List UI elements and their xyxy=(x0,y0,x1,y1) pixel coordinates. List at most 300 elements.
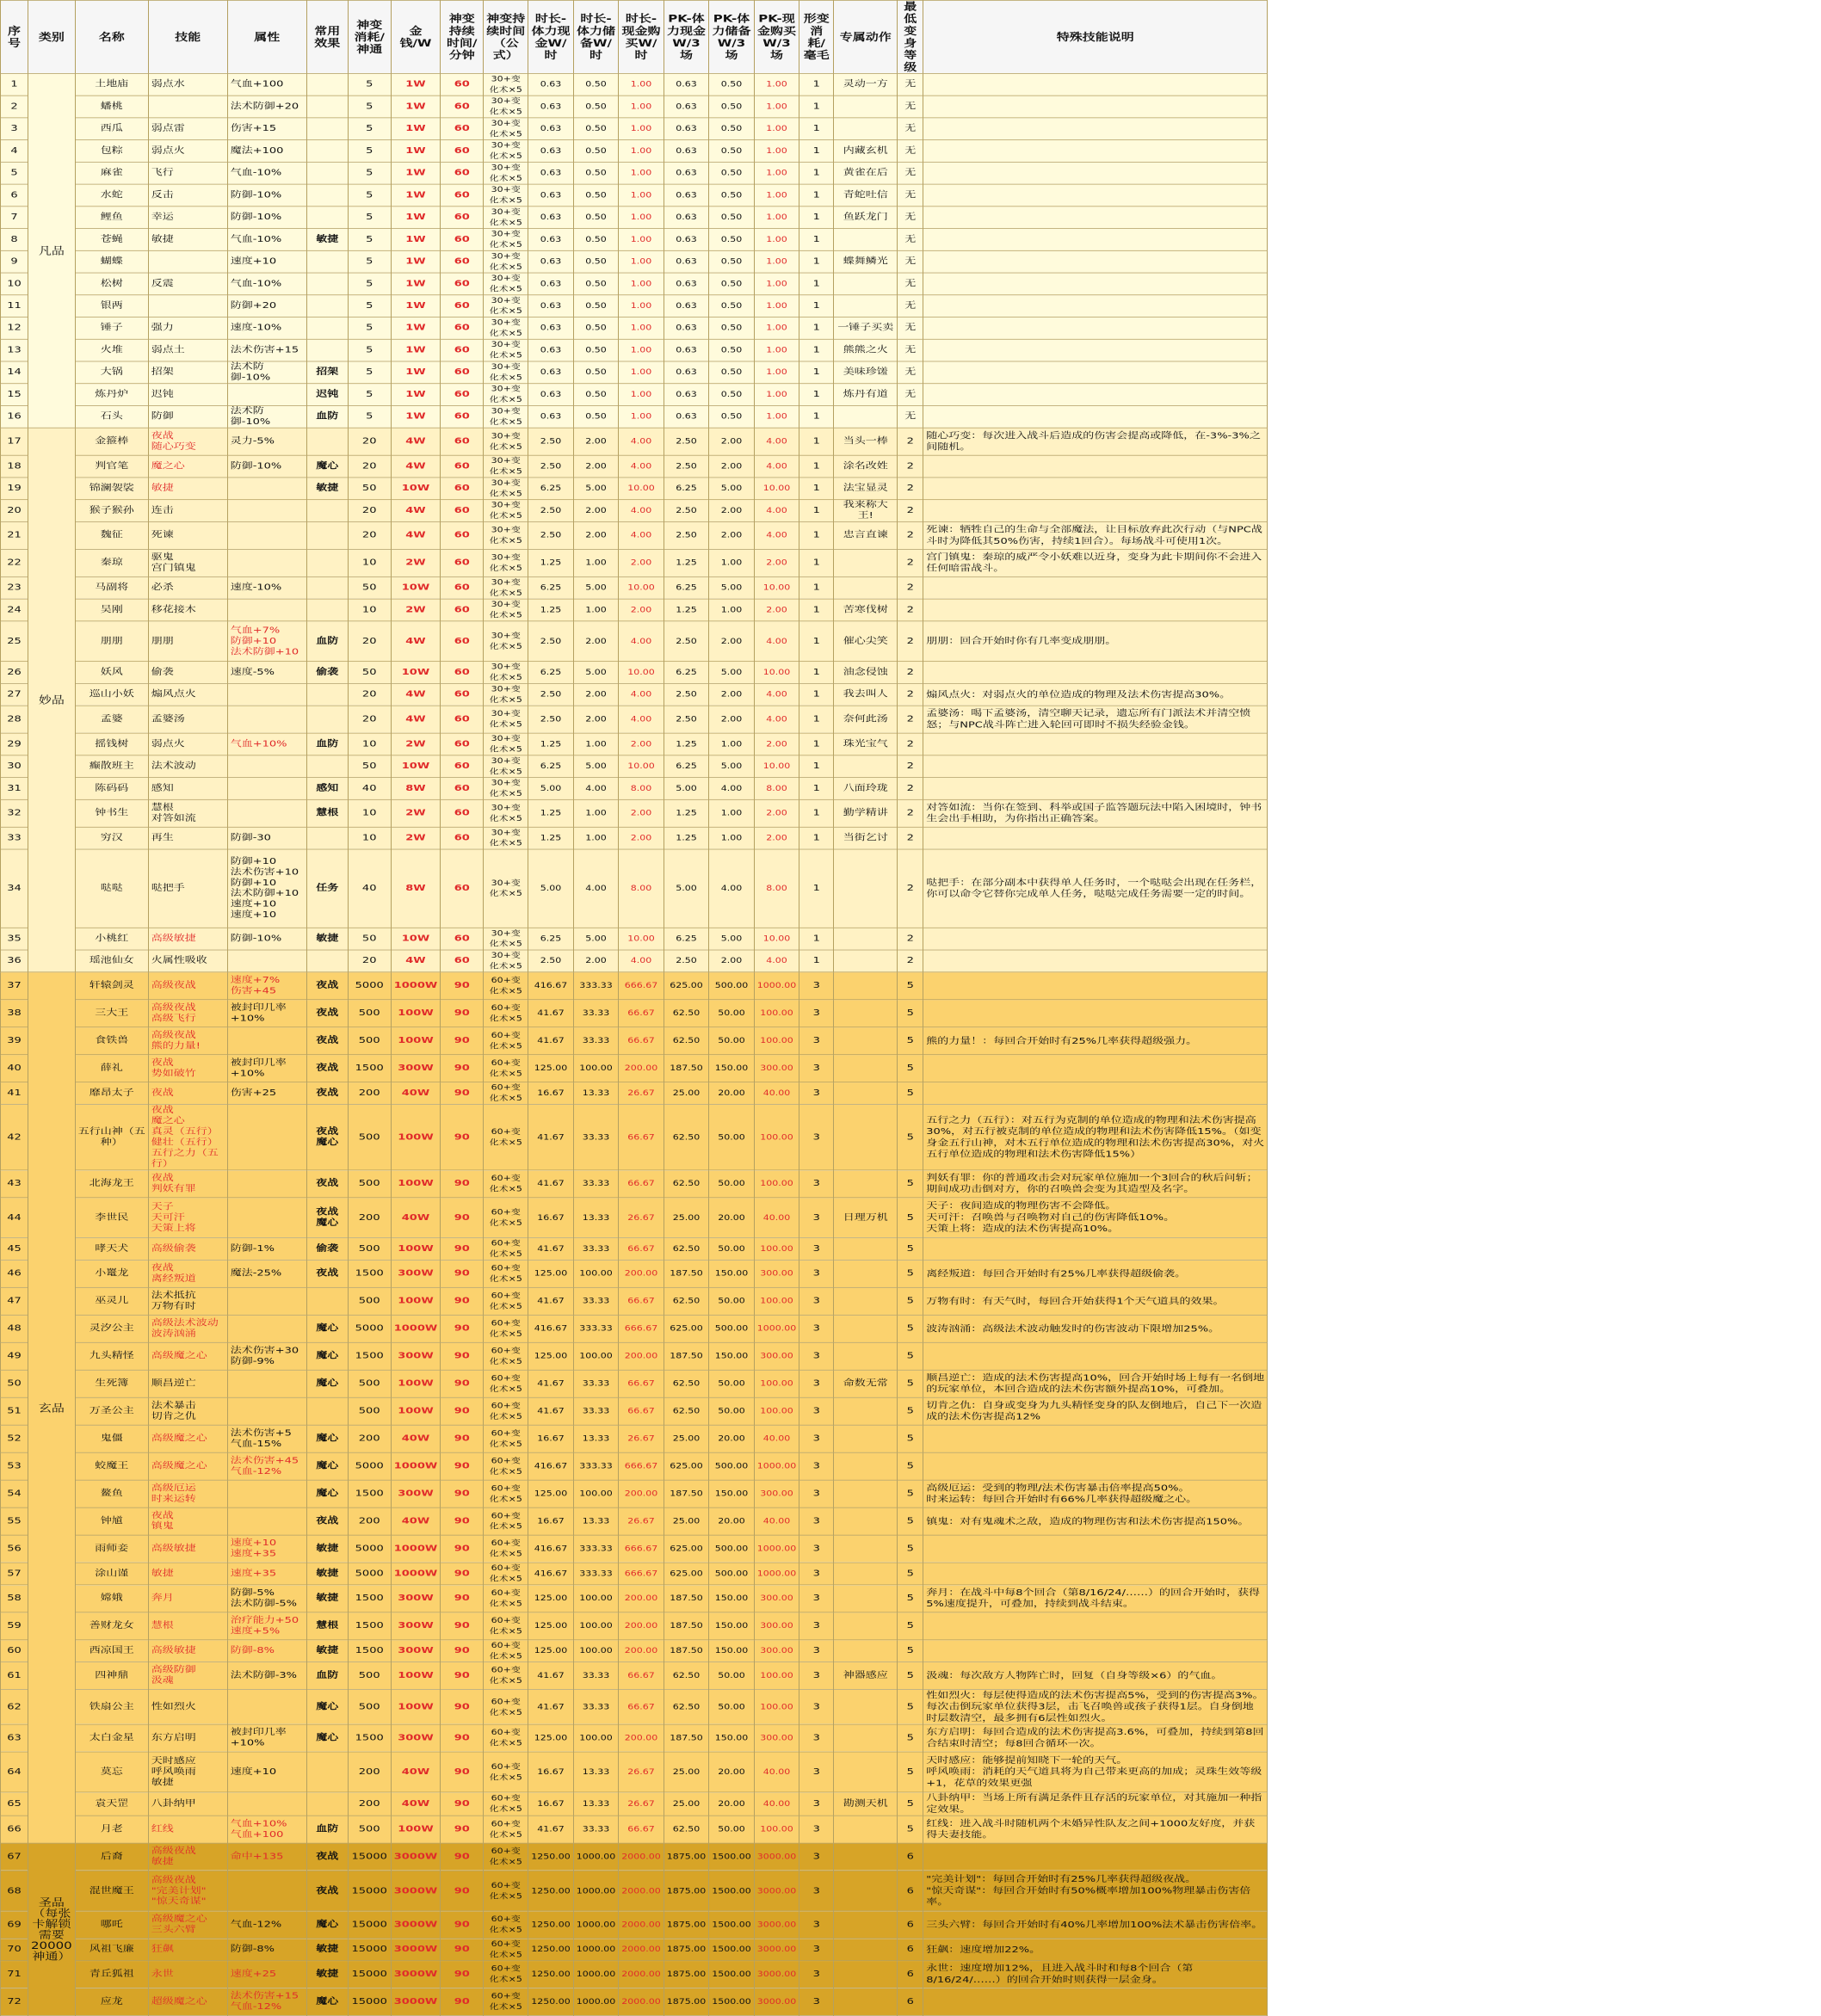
pk-cash-buy-cell[interactable]: 1.00 xyxy=(754,184,799,207)
name-cell[interactable]: 摇钱树 xyxy=(75,733,148,755)
pk-cash-buy-cell[interactable]: 1000.00 xyxy=(754,1452,799,1480)
pk-energy-reserve-cell[interactable]: 0.50 xyxy=(709,162,755,184)
table-row[interactable] xyxy=(1,1238,1268,1261)
min-level-cell[interactable]: 5 xyxy=(898,1000,923,1027)
pk-cash-buy-cell[interactable]: 1.00 xyxy=(754,229,799,251)
exclusive-action-cell[interactable] xyxy=(834,1260,898,1287)
duration-formula-cell[interactable]: 60+变化术×5 xyxy=(484,1452,528,1480)
special-skill-desc-cell[interactable] xyxy=(923,755,1268,778)
duration-cell[interactable]: 60 xyxy=(441,384,484,406)
pk-cash-buy-cell[interactable]: 4.00 xyxy=(754,428,799,455)
exclusive-action-cell[interactable]: 日理万机 xyxy=(834,1198,898,1238)
duration-cell[interactable]: 90 xyxy=(441,1662,484,1690)
table-row[interactable] xyxy=(1,295,1268,318)
divine-cost-cell[interactable]: 500 xyxy=(348,1370,391,1397)
common-effect-cell[interactable]: 血防 xyxy=(306,621,348,662)
time-energy-cash-cell[interactable]: 0.63 xyxy=(528,273,574,295)
divine-cost-cell[interactable]: 1500 xyxy=(348,1480,391,1507)
common-effect-cell[interactable] xyxy=(306,521,348,549)
duration-cell[interactable]: 90 xyxy=(441,1370,484,1397)
pk-energy-cash-cell[interactable]: 1875.00 xyxy=(664,1939,709,1961)
duration-formula-cell[interactable]: 30+变化术×5 xyxy=(484,140,528,163)
row-index-cell[interactable]: 23 xyxy=(1,576,28,599)
name-cell[interactable]: 食铁兽 xyxy=(75,1027,148,1055)
pk-cash-buy-cell[interactable]: 1.00 xyxy=(754,339,799,361)
min-level-cell[interactable]: 5 xyxy=(898,1507,923,1535)
time-energy-cash-cell[interactable]: 1.25 xyxy=(528,549,574,576)
time-cash-buy-cell[interactable]: 666.67 xyxy=(619,972,664,1000)
time-energy-reserve-cell[interactable]: 0.50 xyxy=(573,118,619,140)
exclusive-action-cell[interactable] xyxy=(834,1585,898,1612)
duration-cell[interactable]: 90 xyxy=(441,1480,484,1507)
divine-cost-cell[interactable]: 1500 xyxy=(348,1342,391,1370)
duration-formula-cell[interactable]: 30+变化术×5 xyxy=(484,950,528,972)
row-index-cell[interactable]: 67 xyxy=(1,1843,28,1871)
pk-cash-buy-cell[interactable]: 4.00 xyxy=(754,500,799,522)
duration-cell[interactable]: 90 xyxy=(441,1871,484,1911)
time-cash-buy-cell[interactable]: 4.00 xyxy=(619,706,664,733)
pk-energy-reserve-cell[interactable]: 2.00 xyxy=(709,521,755,549)
special-skill-desc-cell[interactable] xyxy=(923,339,1268,361)
skill-cell[interactable]: 敏捷 xyxy=(148,1563,227,1585)
table-row[interactable] xyxy=(1,1055,1268,1082)
min-level-cell[interactable]: 2 xyxy=(898,778,923,800)
duration-cell[interactable]: 90 xyxy=(441,1198,484,1238)
time-cash-buy-cell[interactable]: 200.00 xyxy=(619,1640,664,1662)
time-energy-cash-cell[interactable]: 0.63 xyxy=(528,140,574,163)
name-cell[interactable]: 妖风 xyxy=(75,662,148,684)
table-row[interactable] xyxy=(1,1724,1268,1752)
exclusive-action-cell[interactable] xyxy=(834,1988,898,2016)
name-cell[interactable]: 孟婆 xyxy=(75,706,148,733)
hair-cost-cell[interactable]: 3 xyxy=(799,1690,834,1725)
divine-cost-cell[interactable]: 5 xyxy=(348,207,391,229)
special-skill-desc-cell[interactable] xyxy=(923,73,1268,96)
row-index-cell[interactable]: 35 xyxy=(1,928,28,950)
time-energy-reserve-cell[interactable]: 100.00 xyxy=(573,1342,619,1370)
time-energy-cash-cell[interactable]: 0.63 xyxy=(528,361,574,384)
money-cell[interactable]: 3000W xyxy=(391,1939,441,1961)
name-cell[interactable]: 太白金星 xyxy=(75,1724,148,1752)
exclusive-action-cell[interactable] xyxy=(834,1690,898,1725)
time-energy-reserve-cell[interactable]: 2.00 xyxy=(573,521,619,549)
pk-energy-cash-cell[interactable]: 1875.00 xyxy=(664,1871,709,1911)
table-row[interactable] xyxy=(1,1452,1268,1480)
pk-cash-buy-cell[interactable]: 2.00 xyxy=(754,599,799,621)
pk-energy-cash-cell[interactable]: 0.63 xyxy=(664,73,709,96)
duration-formula-cell[interactable]: 60+变化术×5 xyxy=(484,1238,528,1261)
time-energy-cash-cell[interactable]: 41.67 xyxy=(528,1397,574,1425)
hair-cost-cell[interactable]: 3 xyxy=(799,972,834,1000)
min-level-cell[interactable]: 无 xyxy=(898,250,923,273)
pk-cash-buy-cell[interactable]: 300.00 xyxy=(754,1724,799,1752)
name-cell[interactable]: 火堆 xyxy=(75,339,148,361)
special-skill-desc-cell[interactable] xyxy=(923,1563,1268,1585)
table-row[interactable] xyxy=(1,1480,1268,1507)
hair-cost-cell[interactable]: 3 xyxy=(799,1342,834,1370)
common-effect-cell[interactable]: 敏捷 xyxy=(306,1535,348,1563)
pk-cash-buy-cell[interactable]: 100.00 xyxy=(754,1238,799,1261)
duration-cell[interactable]: 60 xyxy=(441,576,484,599)
name-cell[interactable]: 猴子猴孙 xyxy=(75,500,148,522)
money-cell[interactable]: 1W xyxy=(391,250,441,273)
special-skill-desc-cell[interactable]: 宫门镇鬼：秦琼的威严令小妖难以近身，变身为此卡期间你不会进入任何暗雷战斗。 xyxy=(923,549,1268,576)
skill-cell[interactable]: 高级厄运 时来运转 xyxy=(148,1480,227,1507)
pk-energy-cash-cell[interactable]: 0.63 xyxy=(664,118,709,140)
hair-cost-cell[interactable]: 3 xyxy=(799,1480,834,1507)
duration-cell[interactable]: 60 xyxy=(441,428,484,455)
attribute-cell[interactable] xyxy=(227,1287,306,1315)
hair-cost-cell[interactable]: 1 xyxy=(799,339,834,361)
special-skill-desc-cell[interactable]: 切肯之仇：自身或变身为九头精怪变身的队友倒地后，自己下一次造成的法术伤害提高12% xyxy=(923,1397,1268,1425)
duration-formula-cell[interactable]: 30+变化术×5 xyxy=(484,384,528,406)
time-cash-buy-cell[interactable]: 66.67 xyxy=(619,1662,664,1690)
exclusive-action-cell[interactable]: 灵动一方 xyxy=(834,73,898,96)
divine-cost-cell[interactable]: 15000 xyxy=(348,1988,391,2016)
pk-cash-buy-cell[interactable]: 100.00 xyxy=(754,1170,799,1198)
common-effect-cell[interactable]: 偷袭 xyxy=(306,1238,348,1261)
special-skill-desc-cell[interactable]: 熊的力量！：每回合开始时有25%几率获得超级强力。 xyxy=(923,1027,1268,1055)
table-row[interactable] xyxy=(1,1585,1268,1612)
pk-cash-buy-cell[interactable]: 3000.00 xyxy=(754,1961,799,1988)
exclusive-action-cell[interactable]: 法宝显灵 xyxy=(834,478,898,500)
time-cash-buy-cell[interactable]: 66.67 xyxy=(619,1690,664,1725)
row-index-cell[interactable]: 8 xyxy=(1,229,28,251)
divine-cost-cell[interactable]: 50 xyxy=(348,755,391,778)
time-energy-reserve-cell[interactable]: 2.00 xyxy=(573,706,619,733)
pk-energy-reserve-cell[interactable]: 150.00 xyxy=(709,1480,755,1507)
pk-cash-buy-cell[interactable]: 1.00 xyxy=(754,207,799,229)
common-effect-cell[interactable] xyxy=(306,1792,348,1816)
name-cell[interactable]: 炼丹炉 xyxy=(75,384,148,406)
skill-cell[interactable]: 迟钝 xyxy=(148,384,227,406)
exclusive-action-cell[interactable]: 我去叫人 xyxy=(834,683,898,706)
time-cash-buy-cell[interactable]: 10.00 xyxy=(619,755,664,778)
hair-cost-cell[interactable]: 3 xyxy=(799,1843,834,1871)
table-row[interactable] xyxy=(1,229,1268,251)
pk-cash-buy-cell[interactable]: 1.00 xyxy=(754,361,799,384)
skill-cell[interactable]: 弱点水 xyxy=(148,73,227,96)
time-energy-cash-cell[interactable]: 41.67 xyxy=(528,1238,574,1261)
money-cell[interactable]: 4W xyxy=(391,428,441,455)
duration-cell[interactable]: 60 xyxy=(441,118,484,140)
time-energy-cash-cell[interactable]: 16.67 xyxy=(528,1198,574,1238)
table-row[interactable] xyxy=(1,455,1268,478)
time-energy-reserve-cell[interactable]: 33.33 xyxy=(573,1027,619,1055)
duration-formula-cell[interactable]: 60+变化术×5 xyxy=(484,972,528,1000)
pk-energy-reserve-cell[interactable]: 0.50 xyxy=(709,295,755,318)
pk-cash-buy-cell[interactable]: 40.00 xyxy=(754,1752,799,1792)
table-row[interactable] xyxy=(1,1082,1268,1105)
duration-cell[interactable]: 90 xyxy=(441,1260,484,1287)
time-cash-buy-cell[interactable]: 66.67 xyxy=(619,1170,664,1198)
money-cell[interactable]: 300W xyxy=(391,1480,441,1507)
divine-cost-cell[interactable]: 200 xyxy=(348,1425,391,1452)
divine-cost-cell[interactable]: 50 xyxy=(348,576,391,599)
pk-energy-reserve-cell[interactable]: 2.00 xyxy=(709,683,755,706)
special-skill-desc-cell[interactable] xyxy=(923,405,1268,428)
divine-cost-cell[interactable]: 40 xyxy=(348,849,391,928)
time-energy-reserve-cell[interactable]: 0.50 xyxy=(573,184,619,207)
time-cash-buy-cell[interactable]: 1.00 xyxy=(619,140,664,163)
common-effect-cell[interactable] xyxy=(306,162,348,184)
time-cash-buy-cell[interactable]: 200.00 xyxy=(619,1724,664,1752)
duration-cell[interactable]: 60 xyxy=(441,295,484,318)
money-cell[interactable]: 1W xyxy=(391,162,441,184)
pk-energy-cash-cell[interactable]: 2.50 xyxy=(664,521,709,549)
time-cash-buy-cell[interactable]: 26.67 xyxy=(619,1198,664,1238)
divine-cost-cell[interactable]: 10 xyxy=(348,733,391,755)
name-cell[interactable]: 轩辕剑灵 xyxy=(75,972,148,1000)
duration-cell[interactable]: 90 xyxy=(441,1000,484,1027)
special-skill-desc-cell[interactable] xyxy=(923,827,1268,849)
pk-energy-reserve-cell[interactable]: 0.50 xyxy=(709,361,755,384)
pk-energy-reserve-cell[interactable]: 1500.00 xyxy=(709,1988,755,2016)
exclusive-action-cell[interactable] xyxy=(834,295,898,318)
divine-cost-cell[interactable]: 200 xyxy=(348,1792,391,1816)
pk-cash-buy-cell[interactable]: 1000.00 xyxy=(754,1535,799,1563)
pk-cash-buy-cell[interactable]: 1.00 xyxy=(754,140,799,163)
pk-energy-cash-cell[interactable]: 187.50 xyxy=(664,1724,709,1752)
exclusive-action-cell[interactable]: 当头一棒 xyxy=(834,428,898,455)
min-level-cell[interactable]: 5 xyxy=(898,1612,923,1640)
attribute-cell[interactable]: 速度+7% 伤害+45 xyxy=(227,972,306,1000)
attribute-cell[interactable]: 魔法-25% xyxy=(227,1260,306,1287)
time-cash-buy-cell[interactable]: 10.00 xyxy=(619,576,664,599)
duration-formula-cell[interactable]: 60+变化术×5 xyxy=(484,1792,528,1816)
special-skill-desc-cell[interactable] xyxy=(923,1640,1268,1662)
common-effect-cell[interactable]: 迟钝 xyxy=(306,384,348,406)
time-energy-reserve-cell[interactable]: 100.00 xyxy=(573,1640,619,1662)
time-energy-cash-cell[interactable]: 16.67 xyxy=(528,1082,574,1105)
name-cell[interactable]: 鬼僵 xyxy=(75,1425,148,1452)
duration-cell[interactable]: 60 xyxy=(441,339,484,361)
column-header[interactable]: 名称 xyxy=(75,0,148,73)
duration-formula-cell[interactable]: 30+变化术×5 xyxy=(484,207,528,229)
hair-cost-cell[interactable]: 1 xyxy=(799,273,834,295)
skill-cell[interactable]: 慧根 xyxy=(148,1612,227,1640)
pk-cash-buy-cell[interactable]: 1.00 xyxy=(754,96,799,118)
hair-cost-cell[interactable]: 1 xyxy=(799,118,834,140)
duration-formula-cell[interactable]: 60+变化术×5 xyxy=(484,1260,528,1287)
column-header[interactable]: 专属动作 xyxy=(834,0,898,73)
special-skill-desc-cell[interactable] xyxy=(923,1342,1268,1370)
hair-cost-cell[interactable]: 3 xyxy=(799,1724,834,1752)
common-effect-cell[interactable] xyxy=(306,950,348,972)
time-cash-buy-cell[interactable]: 1.00 xyxy=(619,73,664,96)
time-cash-buy-cell[interactable]: 1.00 xyxy=(619,118,664,140)
duration-cell[interactable]: 60 xyxy=(441,549,484,576)
exclusive-action-cell[interactable] xyxy=(834,849,898,928)
row-index-cell[interactable]: 2 xyxy=(1,96,28,118)
table-row[interactable] xyxy=(1,576,1268,599)
divine-cost-cell[interactable]: 200 xyxy=(348,1752,391,1792)
time-cash-buy-cell[interactable]: 66.67 xyxy=(619,1000,664,1027)
hair-cost-cell[interactable]: 3 xyxy=(799,1055,834,1082)
pk-energy-reserve-cell[interactable]: 1500.00 xyxy=(709,1843,755,1871)
pk-energy-cash-cell[interactable]: 5.00 xyxy=(664,778,709,800)
money-cell[interactable]: 10W xyxy=(391,928,441,950)
pk-energy-cash-cell[interactable]: 6.25 xyxy=(664,755,709,778)
money-cell[interactable]: 2W xyxy=(391,549,441,576)
skill-cell[interactable]: 幸运 xyxy=(148,207,227,229)
attribute-cell[interactable]: 法术伤害+15 气血-12% xyxy=(227,1988,306,2016)
time-energy-reserve-cell[interactable]: 0.50 xyxy=(573,339,619,361)
duration-formula-cell[interactable]: 30+变化术×5 xyxy=(484,928,528,950)
duration-formula-cell[interactable]: 60+变化术×5 xyxy=(484,1563,528,1585)
time-energy-reserve-cell[interactable]: 33.33 xyxy=(573,1238,619,1261)
duration-formula-cell[interactable]: 60+变化术×5 xyxy=(484,1988,528,2016)
time-energy-reserve-cell[interactable]: 33.33 xyxy=(573,1816,619,1843)
skill-cell[interactable]: 弱点火 xyxy=(148,733,227,755)
time-energy-reserve-cell[interactable]: 100.00 xyxy=(573,1612,619,1640)
name-cell[interactable]: 北海龙王 xyxy=(75,1170,148,1198)
duration-cell[interactable]: 60 xyxy=(441,140,484,163)
pk-energy-cash-cell[interactable]: 1875.00 xyxy=(664,1911,709,1939)
time-cash-buy-cell[interactable]: 666.67 xyxy=(619,1452,664,1480)
common-effect-cell[interactable] xyxy=(306,1287,348,1315)
table-row[interactable] xyxy=(1,1260,1268,1287)
hair-cost-cell[interactable]: 1 xyxy=(799,778,834,800)
name-cell[interactable]: 蝴蝶 xyxy=(75,250,148,273)
skill-cell[interactable]: 再生 xyxy=(148,827,227,849)
table-row[interactable] xyxy=(1,1612,1268,1640)
time-cash-buy-cell[interactable]: 200.00 xyxy=(619,1055,664,1082)
pk-energy-reserve-cell[interactable]: 150.00 xyxy=(709,1585,755,1612)
pk-cash-buy-cell[interactable]: 10.00 xyxy=(754,662,799,684)
attribute-cell[interactable] xyxy=(227,1397,306,1425)
common-effect-cell[interactable] xyxy=(306,73,348,96)
min-level-cell[interactable]: 无 xyxy=(898,295,923,318)
divine-cost-cell[interactable]: 1500 xyxy=(348,1612,391,1640)
attribute-cell[interactable]: 气血+7% 防御+10 法术防御+10 xyxy=(227,621,306,662)
row-index-cell[interactable]: 51 xyxy=(1,1397,28,1425)
time-energy-reserve-cell[interactable]: 0.50 xyxy=(573,140,619,163)
exclusive-action-cell[interactable]: 勤学精讲 xyxy=(834,799,898,827)
row-index-cell[interactable]: 19 xyxy=(1,478,28,500)
common-effect-cell[interactable] xyxy=(306,96,348,118)
table-row[interactable] xyxy=(1,1871,1268,1911)
duration-formula-cell[interactable]: 60+变化术×5 xyxy=(484,1843,528,1871)
time-cash-buy-cell[interactable]: 666.67 xyxy=(619,1563,664,1585)
money-cell[interactable]: 40W xyxy=(391,1752,441,1792)
duration-cell[interactable]: 90 xyxy=(441,1585,484,1612)
common-effect-cell[interactable]: 魔心 xyxy=(306,455,348,478)
common-effect-cell[interactable]: 夜战 xyxy=(306,972,348,1000)
exclusive-action-cell[interactable] xyxy=(834,755,898,778)
money-cell[interactable]: 10W xyxy=(391,576,441,599)
duration-cell[interactable]: 60 xyxy=(441,662,484,684)
money-cell[interactable]: 100W xyxy=(391,1370,441,1397)
time-energy-reserve-cell[interactable]: 1000.00 xyxy=(573,1871,619,1911)
attribute-cell[interactable]: 速度+35 xyxy=(227,1563,306,1585)
min-level-cell[interactable]: 5 xyxy=(898,1315,923,1342)
row-index-cell[interactable]: 4 xyxy=(1,140,28,163)
skill-cell[interactable]: 性如烈火 xyxy=(148,1690,227,1725)
divine-cost-cell[interactable]: 10 xyxy=(348,599,391,621)
money-cell[interactable]: 1W xyxy=(391,361,441,384)
duration-cell[interactable]: 90 xyxy=(441,1752,484,1792)
skill-cell[interactable]: 夜战 离经叛道 xyxy=(148,1260,227,1287)
table-row[interactable] xyxy=(1,928,1268,950)
min-level-cell[interactable]: 5 xyxy=(898,1055,923,1082)
special-skill-desc-cell[interactable]: 随心巧变：每次进入战斗后造成的伤害会提高或降低，在-3%-3%之间随机。 xyxy=(923,428,1268,455)
time-cash-buy-cell[interactable]: 2.00 xyxy=(619,733,664,755)
pk-energy-cash-cell[interactable]: 187.50 xyxy=(664,1480,709,1507)
time-energy-reserve-cell[interactable]: 33.33 xyxy=(573,1370,619,1397)
special-skill-desc-cell[interactable] xyxy=(923,1988,1268,2016)
skill-cell[interactable]: 夜战 势如破竹 xyxy=(148,1055,227,1082)
name-cell[interactable]: 锤子 xyxy=(75,318,148,340)
time-energy-cash-cell[interactable]: 1250.00 xyxy=(528,1988,574,2016)
divine-cost-cell[interactable]: 5000 xyxy=(348,972,391,1000)
name-cell[interactable]: 西凉国王 xyxy=(75,1640,148,1662)
money-cell[interactable]: 4W xyxy=(391,621,441,662)
attribute-cell[interactable]: 法术伤害+45 气血-12% xyxy=(227,1452,306,1480)
special-skill-desc-cell[interactable] xyxy=(923,118,1268,140)
duration-formula-cell[interactable]: 30+变化术×5 xyxy=(484,500,528,522)
duration-cell[interactable]: 60 xyxy=(441,455,484,478)
time-cash-buy-cell[interactable]: 1.00 xyxy=(619,339,664,361)
common-effect-cell[interactable] xyxy=(306,207,348,229)
divine-cost-cell[interactable]: 500 xyxy=(348,1104,391,1169)
table-row[interactable] xyxy=(1,549,1268,576)
divine-cost-cell[interactable]: 500 xyxy=(348,1027,391,1055)
table-row[interactable] xyxy=(1,162,1268,184)
row-index-cell[interactable]: 5 xyxy=(1,162,28,184)
common-effect-cell[interactable]: 慧根 xyxy=(306,1612,348,1640)
name-cell[interactable]: 锦澜袈裟 xyxy=(75,478,148,500)
attribute-cell[interactable]: 速度+10 xyxy=(227,1752,306,1792)
common-effect-cell[interactable] xyxy=(306,683,348,706)
time-cash-buy-cell[interactable]: 26.67 xyxy=(619,1425,664,1452)
table-row[interactable] xyxy=(1,950,1268,972)
pk-cash-buy-cell[interactable]: 1.00 xyxy=(754,318,799,340)
pk-energy-reserve-cell[interactable]: 5.00 xyxy=(709,478,755,500)
min-level-cell[interactable]: 5 xyxy=(898,1792,923,1816)
name-cell[interactable]: 四神鼎 xyxy=(75,1662,148,1690)
time-energy-reserve-cell[interactable]: 0.50 xyxy=(573,250,619,273)
common-effect-cell[interactable]: 慧根 xyxy=(306,799,348,827)
exclusive-action-cell[interactable] xyxy=(834,229,898,251)
pk-cash-buy-cell[interactable]: 2.00 xyxy=(754,733,799,755)
divine-cost-cell[interactable]: 1500 xyxy=(348,1640,391,1662)
table-row[interactable] xyxy=(1,1640,1268,1662)
money-cell[interactable]: 4W xyxy=(391,950,441,972)
duration-cell[interactable]: 60 xyxy=(441,849,484,928)
attribute-cell[interactable]: 法术防御+20 xyxy=(227,96,306,118)
money-cell[interactable]: 10W xyxy=(391,478,441,500)
time-cash-buy-cell[interactable]: 1.00 xyxy=(619,96,664,118)
name-cell[interactable]: 混世魔王 xyxy=(75,1871,148,1911)
duration-formula-cell[interactable]: 60+变化术×5 xyxy=(484,1871,528,1911)
exclusive-action-cell[interactable] xyxy=(834,1238,898,1261)
time-energy-reserve-cell[interactable]: 33.33 xyxy=(573,1662,619,1690)
row-index-cell[interactable]: 62 xyxy=(1,1690,28,1725)
time-energy-cash-cell[interactable]: 0.63 xyxy=(528,207,574,229)
duration-cell[interactable]: 60 xyxy=(441,96,484,118)
divine-cost-cell[interactable]: 50 xyxy=(348,928,391,950)
column-header[interactable]: 类别 xyxy=(28,0,76,73)
duration-formula-cell[interactable]: 30+变化术×5 xyxy=(484,455,528,478)
exclusive-action-cell[interactable] xyxy=(834,1104,898,1169)
special-skill-desc-cell[interactable] xyxy=(923,500,1268,522)
min-level-cell[interactable]: 2 xyxy=(898,755,923,778)
time-energy-cash-cell[interactable]: 6.25 xyxy=(528,662,574,684)
pk-cash-buy-cell[interactable]: 1.00 xyxy=(754,162,799,184)
min-level-cell[interactable]: 5 xyxy=(898,1452,923,1480)
row-index-cell[interactable]: 54 xyxy=(1,1480,28,1507)
